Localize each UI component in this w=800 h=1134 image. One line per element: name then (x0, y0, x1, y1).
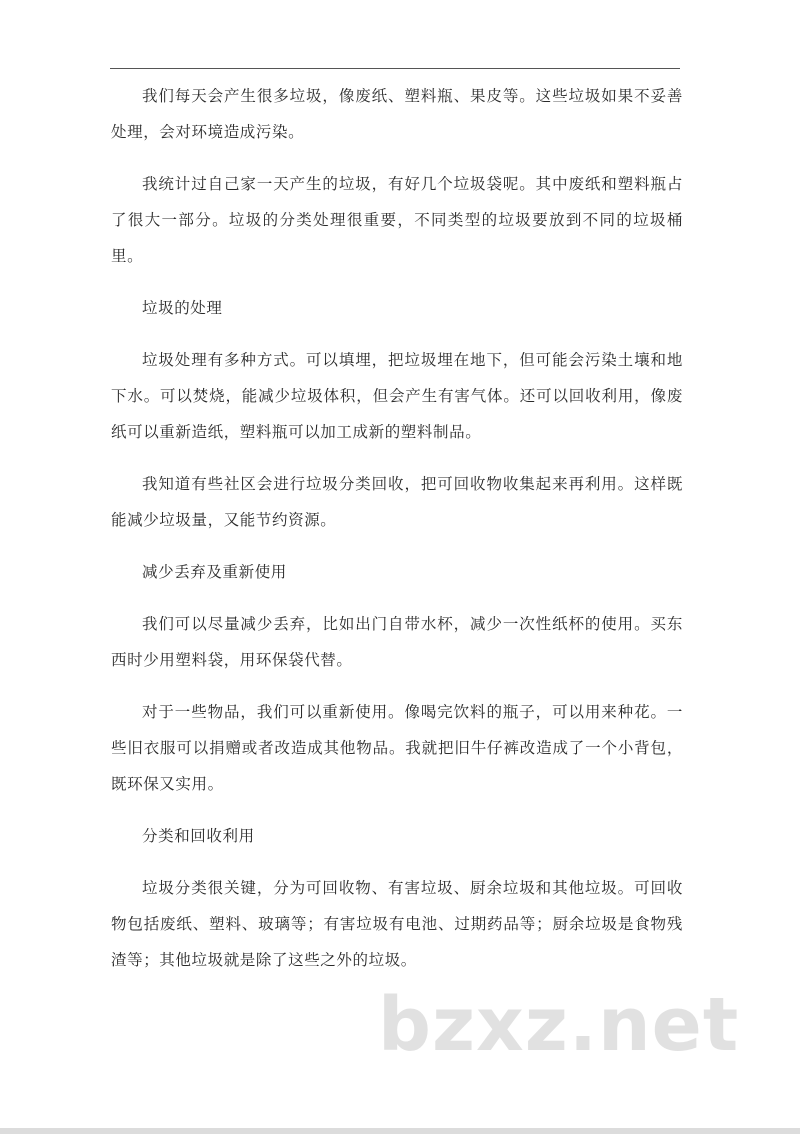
paragraph-reduce: 我们可以尽量减少丢弃，比如出门自带水杯，减少一次性纸杯的使用。买东西时少用塑料袋，用环保袋代替。 (111, 615, 683, 669)
section-heading-reduce-reuse: 减少丢弃及重新使用 (142, 563, 287, 581)
document-body (111, 78, 683, 994)
paragraph-household-garbage: 我统计过自己家一天产生的垃圾，有好几个垃圾袋呢。其中废纸和塑料瓶占了很大一部分。垃圾的分类处理很重要，不同类型的垃圾要放到不同的垃圾桶里。 (111, 175, 683, 265)
page-bottom-edge (0, 1128, 800, 1134)
paragraph-sorting-categories: 垃圾分类很关键，分为可回收物、有害垃圾、厨余垃圾和其他垃圾。可回收物包括废纸、塑料、玻璃等；有害垃圾有电池、过期药品等；厨余垃圾是食物残渣等；其他垃圾就是除了这些之外的垃圾。 (111, 879, 683, 969)
paragraph-reuse: 对于一些物品，我们可以重新使用。像喝完饮料的瓶子，可以用来种花。一些旧衣服可以捐赠或者改造成其他物品。我就把旧牛仔裤改造成了一个小背包，既环保又实用。 (111, 703, 683, 793)
paragraph-community-recycling: 我知道有些社区会进行垃圾分类回收，把可回收物收集起来再利用。这样既能减少垃圾量，又能节约资源。 (111, 475, 683, 529)
section-heading-processing: 垃圾的处理 (142, 299, 223, 317)
paragraph-processing-methods: 垃圾处理有多种方式。可以填埋，把垃圾埋在地下，但可能会污染土壤和地下水。可以焚烧，能减少垃圾体积，但会产生有害气体。还可以回收利用，像废纸可以重新造纸，塑料瓶可以加工成新的塑料制品。 (111, 351, 683, 441)
paragraph-intro: 我们每天会产生很多垃圾，像废纸、塑料瓶、果皮等。这些垃圾如果不妥善处理，会对环境造成污染。 (111, 87, 683, 141)
header-rule (110, 68, 680, 69)
watermark: bzxz.net (378, 982, 740, 1068)
section-heading-sorting: 分类和回收利用 (142, 827, 255, 845)
